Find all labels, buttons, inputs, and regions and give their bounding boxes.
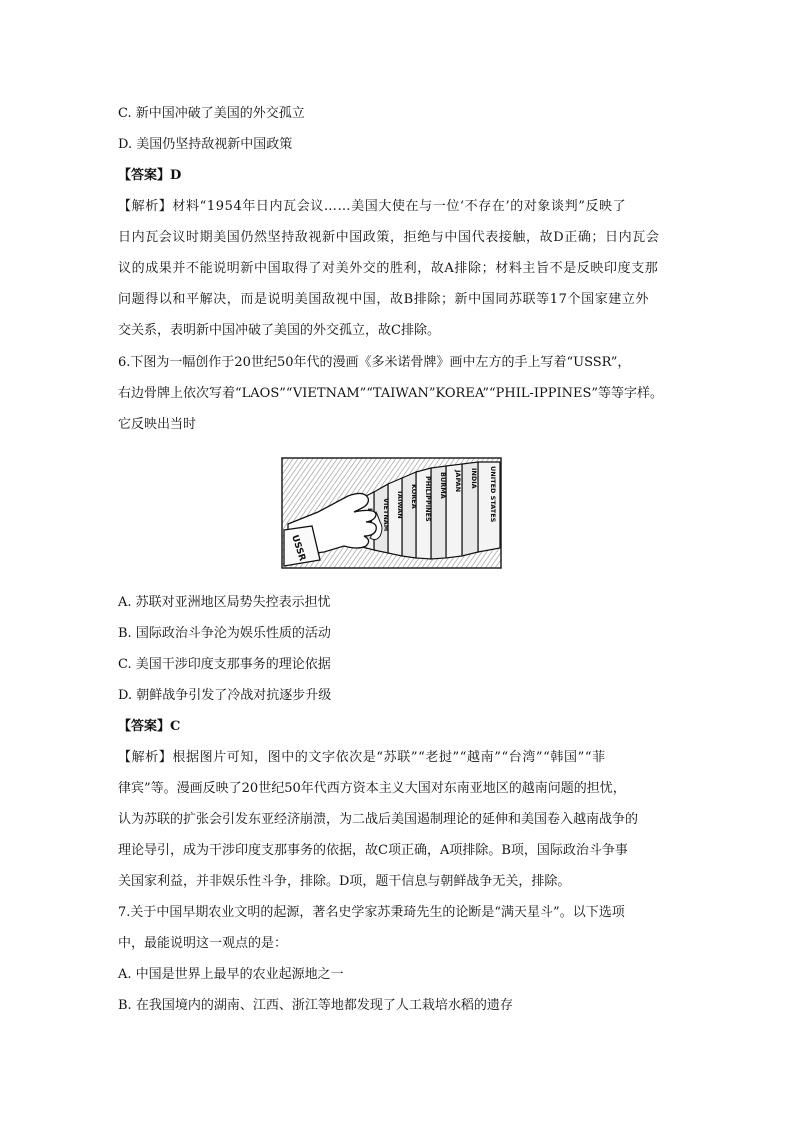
q6-option-b: B. 国际政治斗争沦为娱乐性质的活动 <box>118 626 331 641</box>
q5-answer: 【答案】D <box>118 168 182 183</box>
q5-option-d: D. 美国仍坚持敌视新中国政策 <box>118 137 293 152</box>
q6-stem-line: 它反映出当时 <box>118 417 197 432</box>
domino-label: VIETNAM <box>382 498 390 532</box>
q7-option-b: B. 在我国境内的湖南、江西、浙江等地都发现了人工栽培水稻的遗存 <box>118 998 513 1013</box>
q6-option-a: A. 苏联对亚洲地区局势失控表示担忧 <box>118 595 331 610</box>
q7-stem-line: 7.关于中国早期农业文明的起源，著名史学家苏秉琦先生的论断是“满天星斗”。以下选项 <box>118 905 625 920</box>
domino-cartoon-figure <box>278 452 505 572</box>
q5-analysis-line: 日内瓦会议时期美国仍然坚持敌视新中国政策，拒绝与中国代表接触，故D正确；日内瓦会 <box>118 230 660 245</box>
q6-analysis-line: 理论导引，成为干涉印度支那事务的依据，故C项正确，A项排除。B项，国际政治斗争事 <box>118 843 628 858</box>
q7-option-a: A. 中国是世界上最早的农业起源地之一 <box>118 967 344 982</box>
q5-analysis-line: 交关系，表明新中国冲破了美国的外交孤立，故C排除。 <box>118 323 440 338</box>
sleeve-label: USSR <box>289 533 307 563</box>
q5-analysis-line: 议的成果并不能说明新中国取得了对美外交的胜利，故A排除；材料主旨不是反映印度支那 <box>118 261 659 276</box>
q5-analysis-line: 【解析】材料“1954年日内瓦会议……美国大使在与一位‘不存在’的对象谈判”反映了 <box>118 199 627 214</box>
q5-analysis-line: 问题得以和平解决，而是说明美国敌视中国，故B排除；新中国同苏联等17个国家建立外 <box>118 292 650 307</box>
q6-analysis-line: 认为苏联的扩张会引发东亚经济崩溃，为二战后美国遏制理论的延伸和美国卷入越南战争的 <box>118 812 639 827</box>
domino-label: UNITED STATES <box>489 466 497 523</box>
q6-stem-line: 右边骨牌上依次写着“LAOS”“VIETNAM”“TAIWAN”KOREA”“PHIL-IPPINES”等等字样。 <box>118 386 664 401</box>
domino-label: INDIA <box>470 468 478 489</box>
q5-option-c: C. 新中国冲破了美国的外交孤立 <box>118 106 305 121</box>
domino-label: BURMA <box>439 472 447 499</box>
q6-answer: 【答案】C <box>118 719 181 734</box>
q6-analysis-line: 律宾”等。漫画反映了20世纪50年代西方资本主义大国对东南亚地区的越南问题的担忧， <box>118 781 626 796</box>
q6-analysis-line: 关国家利益，并非娱乐性斗争，排除。D项，题干信息与朝鲜战争无关，排除。 <box>118 874 571 889</box>
domino-label: TAIWAN <box>396 490 404 519</box>
domino-label: JAPAN <box>454 470 462 493</box>
q6-option-c: C. 美国干涉印度支那事务的理论依据 <box>118 657 331 672</box>
domino-label: PHILIPPINES <box>424 476 432 522</box>
q6-analysis-line: 【解析】根据图片可知，图中的文字依次是“苏联”“老挝”“越南”“台湾”“韩国”“菲 <box>118 750 606 765</box>
q6-option-d: D. 朝鲜战争引发了冷战对抗逐步升级 <box>118 688 332 703</box>
domino-cartoon-illustration <box>278 452 505 572</box>
domino-label: KOREA <box>410 484 418 509</box>
q7-stem-line: 中，最能说明这一观点的是： <box>118 936 288 951</box>
q6-stem-line: 6.下图为一幅创作于20世纪50年代的漫画《多米诺骨牌》画中左方的手上写着“USSR”， <box>118 355 631 370</box>
